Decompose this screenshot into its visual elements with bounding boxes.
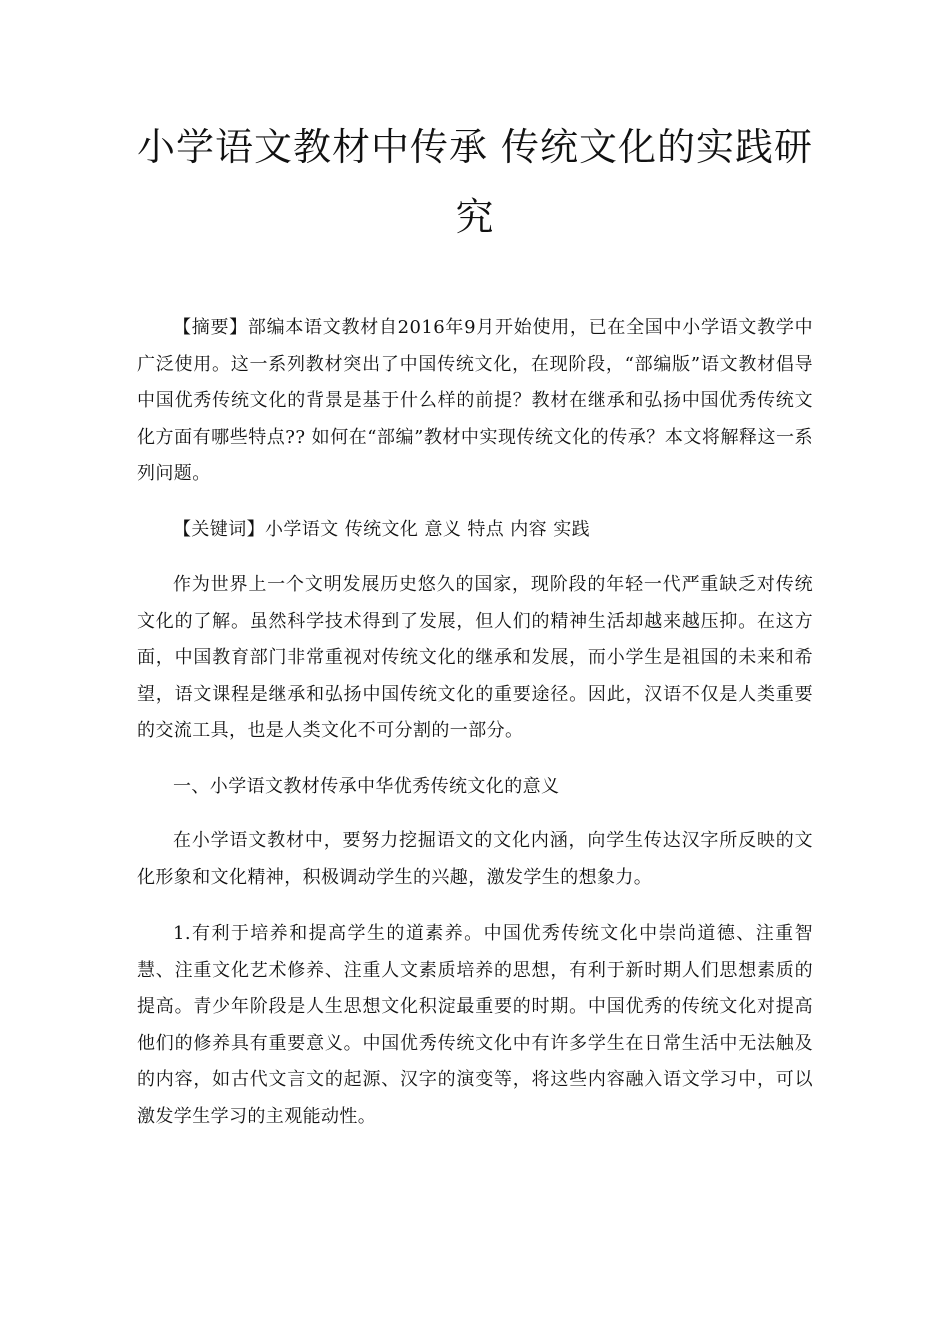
section-heading: 一、小学语文教材传承中华优秀传统文化的意义 xyxy=(173,776,560,797)
intro-paragraph: 作为世界上一个文明发展历史悠久的国家，现阶段的年轻一代严重缺乏对传统文化的了解。虽然科学技术得到了发展，但人们的精神生活却越来越压抑。在这方面，中国教育部门非常重视对传统文化的继承和发展，而小学生是祖国的未来和希望，语文课程是继承和弘扬中国传统文化的重要途径。因此，汉语不仅是人类重要的交流工具，也是人类文化不可分割的一部分。 xyxy=(137,574,813,741)
document-title: 小学语文教材中传承 传统文化的实践研究 xyxy=(136,125,814,239)
section-intro-paragraph: 在小学语文教材中，要努力挖掘语文的文化内涵，向学生传达汉字所反映的文化形象和文化精神，积极调动学生的兴趣，激发学生的想象力。 xyxy=(137,830,813,888)
section-item-paragraph: 1.有利于培养和提高学生的道素养。中国优秀传统文化中崇尚道德、注重智慧、注重文化艺术修养、注重人文素质培养的思想，有利于新时期人们思想素质的提高。青少年阶段是人生思想文化积淀最重要的时期。中国优秀的传统文化对提高他们的修养具有重要意义。中国优秀传统文化中有许多学生在日常生活中无法触及的内容，如古代文言文的起源、汉字的演变等，将这些内容融入语文学习中，可以激发学生学习的主观能动性。 xyxy=(137,923,813,1127)
keywords-paragraph: 【关键词】小学语文 传统文化 意义 特点 内容 实践 xyxy=(173,519,591,540)
abstract-paragraph: 【摘要】部编本语文教材自2016年9月开始使用，已在全国中小学语文教学中广泛使用。这一系列教材突出了中国传统文化，在现阶段，“部编版”语文教材倡导中国优秀传统文化的背景是基于什么样的前提？教材在继承和弘扬中国优秀传统文化方面有哪些特点?? 如何在“部编”教材中实现传统文化的传承？本文将解释这一系列问题。 xyxy=(137,317,813,484)
